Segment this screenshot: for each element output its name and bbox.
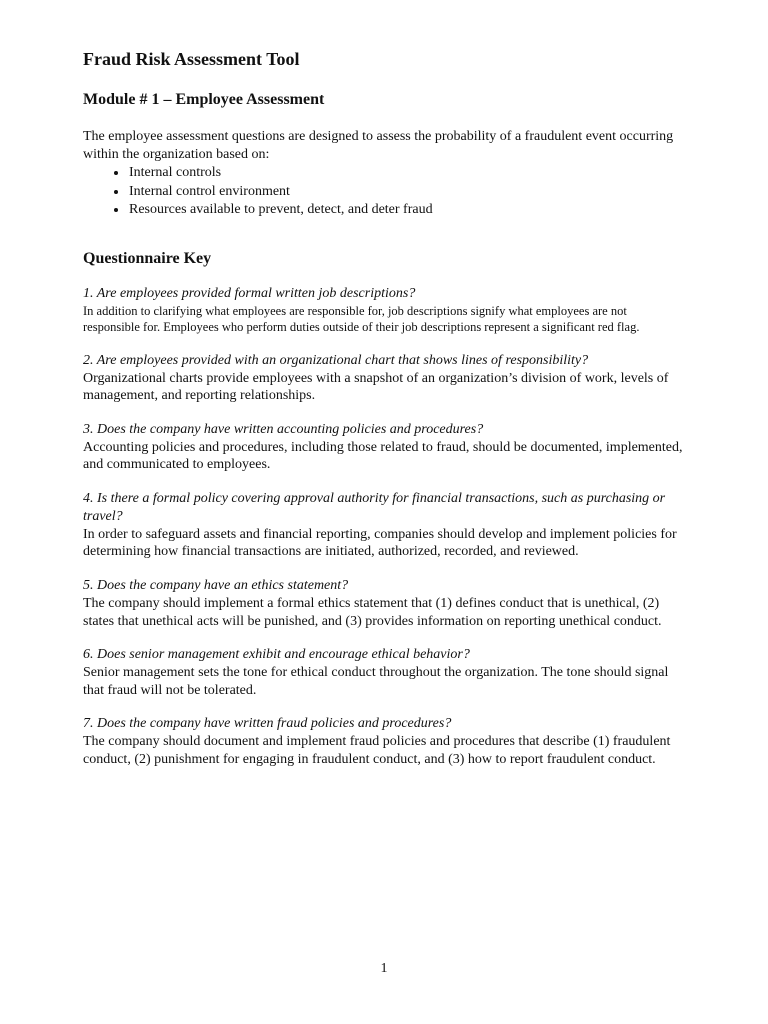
answer-text: In addition to clarifying what employees are responsible for, job descriptions signify what employees are not responsible for. Employees who perform duties outside of their job descriptions represent a significant red flag. xyxy=(83,303,640,334)
answer-text: Organizational charts provide employees with a snapshot of an organization’s division of work, levels of management, and reporting relationships. xyxy=(83,370,669,404)
question-text: 3. Does the company have written accounting policies and procedures? xyxy=(83,421,484,437)
page-number: 1 xyxy=(380,961,388,976)
intro-paragraph: The employee assessment questions are designed to assess the probability of a fraudulent event occurring within the organization based on: xyxy=(83,129,674,162)
answer-text: The company should document and implement fraud policies and procedures that describe (1) fraudulent conduct, (2) punishment for engaging in fraudulent conduct, and (3) how to report fraudulent conduct. xyxy=(83,734,671,768)
question-text: 6. Does senior management exhibit and encourage ethical behavior? xyxy=(83,647,470,663)
criteria-item: • Internal controls xyxy=(128,164,683,183)
answer-text: Accounting policies and procedures, including those related to fraud, should be documented, implemented, and communicated to employees. xyxy=(83,439,683,473)
criteria-item: • Resources available to prevent, detect, and deter fraud xyxy=(128,201,683,220)
question-text: 7. Does the company have written fraud policies and procedures? xyxy=(83,716,452,732)
answer-text: In order to safeguard assets and financial reporting, companies should develop and implement policies for determining how financial transactions are initiated, authorized, recorded, and reviewed. xyxy=(83,526,677,560)
question-block xyxy=(83,352,683,405)
question-text: 4. Is there a formal policy covering approval authority for financial transactions, such as purchasing or travel? xyxy=(83,490,666,524)
question-block xyxy=(83,715,683,768)
question-text: 2. Are employees provided with an organizational chart that shows lines of responsibility? xyxy=(83,352,589,368)
question-block xyxy=(83,285,683,336)
module-title: Module # 1 – Employee Assessment xyxy=(83,91,325,108)
criteria-item: • Internal control environment xyxy=(128,183,683,202)
question-block xyxy=(83,646,683,699)
question-text: 1. Are employees provided formal written job descriptions? xyxy=(83,285,416,301)
document-title: Fraud Risk Assessment Tool xyxy=(83,49,300,69)
question-block xyxy=(83,577,683,630)
answer-text: Senior management sets the tone for ethical conduct throughout the organization. The tone should signal that fraud will not be tolerated. xyxy=(83,665,669,698)
criteria-list xyxy=(83,164,683,220)
question-block xyxy=(83,421,683,474)
answer-text: The company should implement a formal ethics statement that (1) defines conduct that is unethical, (2) states that unethical acts will be punished, and (3) provides information on reporting unethical conduct. xyxy=(83,596,662,629)
questionnaire-key-heading: Questionnaire Key xyxy=(83,249,212,267)
question-text: 5. Does the company have an ethics statement? xyxy=(83,578,349,594)
document-page xyxy=(83,48,683,785)
question-block xyxy=(83,490,683,561)
